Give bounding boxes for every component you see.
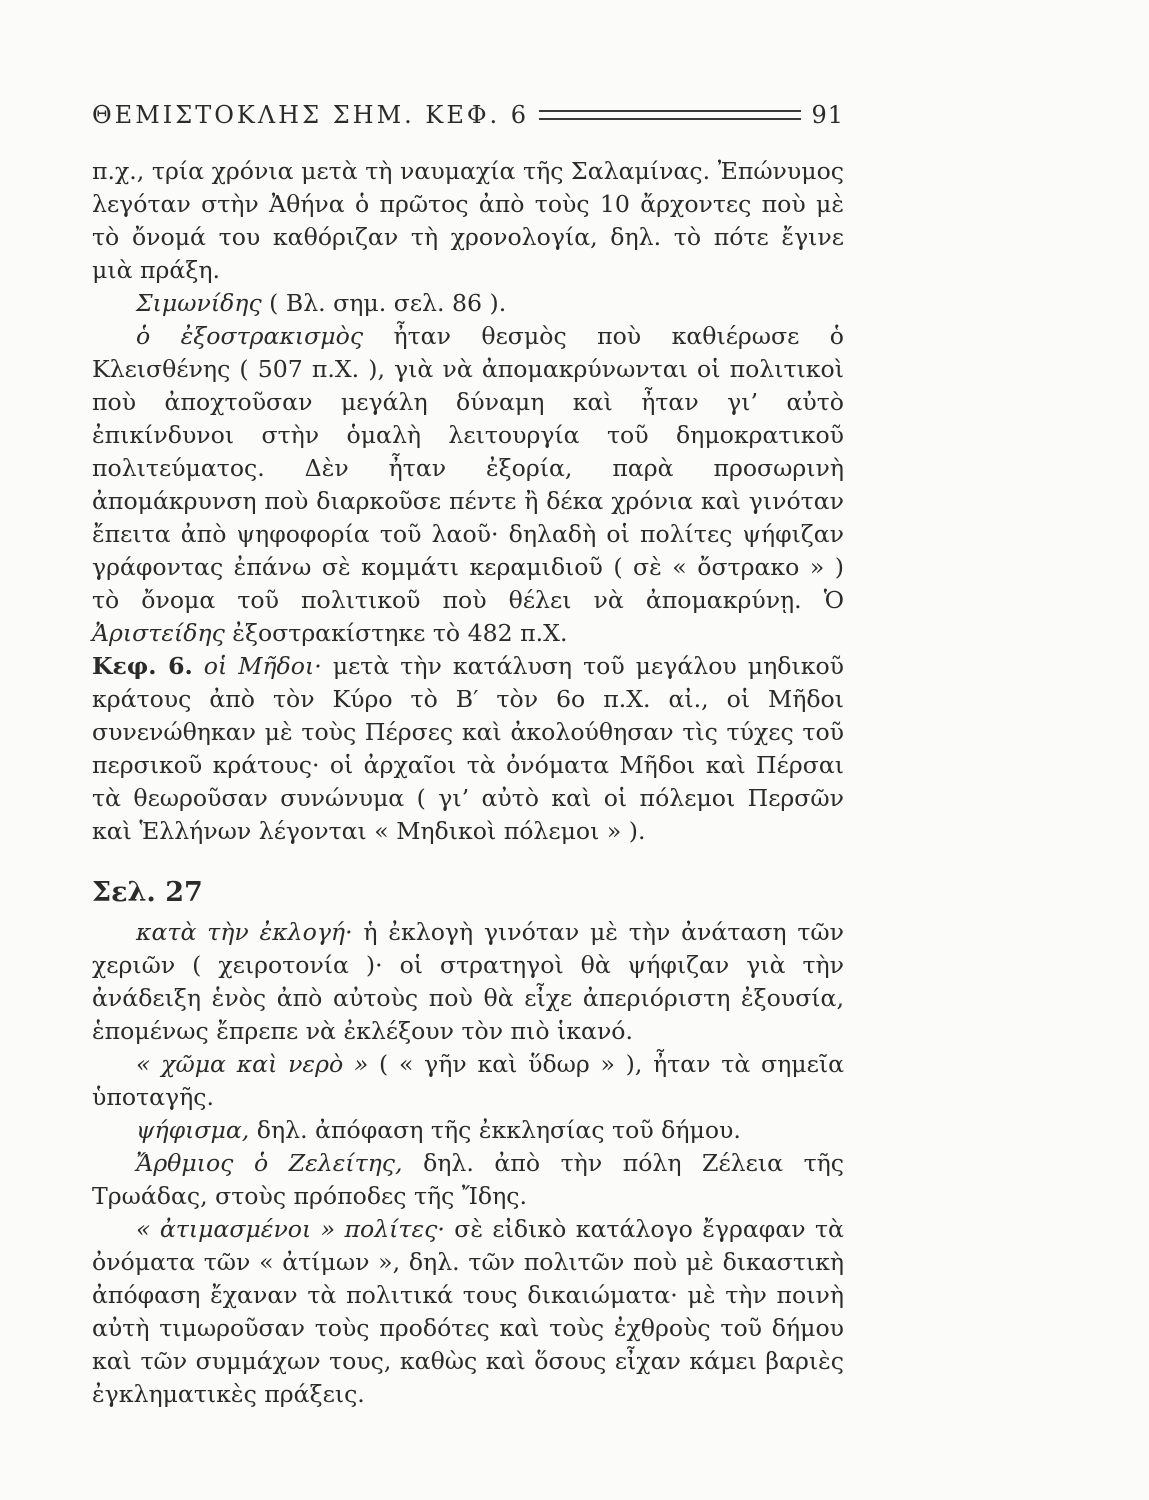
note-election bbox=[92, 916, 844, 1048]
note-text: δηλ. ἀπὸ τὴν πόλη Ζέλεια τῆς Τρωάδας, στοὺς πρόποδες τῆς Ἴδης. bbox=[92, 1149, 844, 1210]
note-ostracism bbox=[92, 320, 844, 650]
note-simonides bbox=[92, 287, 844, 320]
note-term: ὁ ἐξοστρακισμὸς bbox=[136, 322, 364, 350]
note-atimoi bbox=[92, 1213, 844, 1411]
note-term: Ἄρθμιος ὁ Ζελείτης, bbox=[136, 1149, 403, 1177]
note-term: « χῶμα καὶ νερὸ » bbox=[136, 1050, 369, 1078]
note-term: κατὰ τὴν ἐκλογή· bbox=[136, 918, 353, 946]
note-earth-water bbox=[92, 1048, 844, 1114]
note-term: « ἀτιμασμένοι » πολίτες· bbox=[136, 1215, 445, 1243]
note-text: ( Βλ. σημ. σελ. 86 ). bbox=[261, 289, 507, 317]
running-header bbox=[92, 97, 844, 133]
note-medes bbox=[92, 650, 844, 848]
page-body bbox=[92, 155, 844, 1411]
page-number: 91 bbox=[811, 101, 844, 129]
header-double-rule bbox=[539, 110, 801, 120]
note-text: μετὰ τὴν κατάλυση τοῦ μεγάλου μηδικοῦ κράτους ἀπὸ τὸν Κύρο τὸ Β′ τὸν 6ο π.Χ. αἰ., οἱ Μῆδοι συνενώθηκαν μὲ τοὺς Πέρσες καὶ ἀκολούθησαν τὶς τύχες τοῦ περσικοῦ κράτους· οἱ ἀρχαῖοι τὰ ὀνόματα Μῆδοι καὶ Πέρσαι τὰ θεωροῦσαν συνώνυμα ( γι’ αὐτὸ καὶ οἱ πόλεμοι Περσῶν καὶ Ἑλλήνων λέγονται « Μηδικοὶ πόλεμοι » ). bbox=[92, 652, 845, 845]
note-text: σὲ εἰδικὸ κατάλογο ἔγραφαν τὰ ὀνόματα τῶν « ἀτίμων », δηλ. τῶν πολιτῶν ποὺ μὲ δικαστικὴ ἀπόφαση ἔχαναν τὰ πολιτικά τους δικαιώματα· μὲ τὴν ποινὴ αὐτὴ τιμωροῦσαν τοὺς προδότες καὶ τοὺς ἐχθροὺς τοῦ δήμου καὶ τῶν συμμάχων τους, καθὼς καὶ ὅσους εἶχαν κάμει βαριὲς ἐγκληματικὲς πράξεις. bbox=[92, 1215, 844, 1408]
chapter-label: Κεφ. 6. bbox=[92, 652, 193, 680]
note-text: δηλ. ἀπόφαση τῆς ἐκκλησίας τοῦ δήμου. bbox=[249, 1116, 741, 1144]
paragraph-continuation bbox=[92, 155, 844, 287]
note-text: ( « γῆν καὶ ὕδωρ » ), ἦταν τὰ σημεῖα ὑποταγῆς. bbox=[92, 1050, 845, 1111]
note-name: Ἀριστείδης bbox=[92, 619, 225, 647]
note-arthmius bbox=[92, 1147, 844, 1213]
note-text: ἦταν θεσμὸς ποὺ καθιέρωσε ὁ Κλεισθένης ( 507 π.Χ. ), γιὰ νὰ ἀπομακρύνωνται οἱ πολιτικοὶ ποὺ ἀποχτοῦσαν μεγάλη δύναμη καὶ ἦταν γι’ αὐτὸ ἐπικίνδυνοι στὴν ὁμαλὴ λειτουργία τοῦ δημοκρατικοῦ πολιτεύματος. Δὲν ἦταν ἐξορία, παρὰ προσωρινὴ ἀπομάκρυνση ποὺ διαρκοῦσε πέντε ἢ δέκα χρόνια καὶ γινόταν ἔπειτα ἀπὸ ψηφοφορία τοῦ λαοῦ· δηλαδὴ οἱ πολίτες ψήφιζαν γράφοντας ἐπάνω σὲ κομμάτι κεραμιδιοῦ ( σὲ « ὄστρακο » ) τὸ ὄνομα τοῦ πολιτικοῦ ποὺ θέλει νὰ ἀπομακρύνῃ. Ὁ bbox=[92, 322, 844, 614]
note-term: Σιμωνίδης bbox=[136, 289, 262, 317]
note-term: ψήφισμα, bbox=[136, 1116, 250, 1144]
section-heading: Σελ. 27 bbox=[92, 877, 203, 908]
note-decree bbox=[92, 1114, 844, 1147]
note-text-end: ἐξοστρακίστηκε τὸ 482 π.Χ. bbox=[224, 619, 568, 647]
note-term: οἱ Μῆδοι· bbox=[203, 652, 322, 680]
running-title: ΘΕΜΙΣΤΟΚΛΗΣ ΣΗΜ. ΚΕΦ. 6 bbox=[92, 101, 530, 129]
note-text: ἡ ἐκλογὴ γινόταν μὲ τὴν ἀνάταση τῶν χεριῶν ( χειροτονία )· οἱ στρατηγοὶ θὰ ψήφιζαν γιὰ τὴν ἀνάδειξη ἑνὸς ἀπὸ αὐτοὺς ποὺ θὰ εἶχε ἀπεριόριστη ἐξουσία, ἑπομένως ἔπρεπε νὰ ἐκλέξουν τὸν πιὸ ἱκανό. bbox=[92, 918, 844, 1045]
paragraph-text: π.χ., τρία χρόνια μετὰ τὴ ναυμαχία τῆς Σαλαμίνας. Ἐπώνυμος λεγόταν στὴν Ἀθήνα ὁ πρῶτος ἀπὸ τοὺς 10 ἄρχοντες ποὺ μὲ τὸ ὄνομά του καθόριζαν τὴ χρονολογία, δηλ. τὸ πότε ἔγινε μιὰ πράξη. bbox=[92, 157, 844, 284]
